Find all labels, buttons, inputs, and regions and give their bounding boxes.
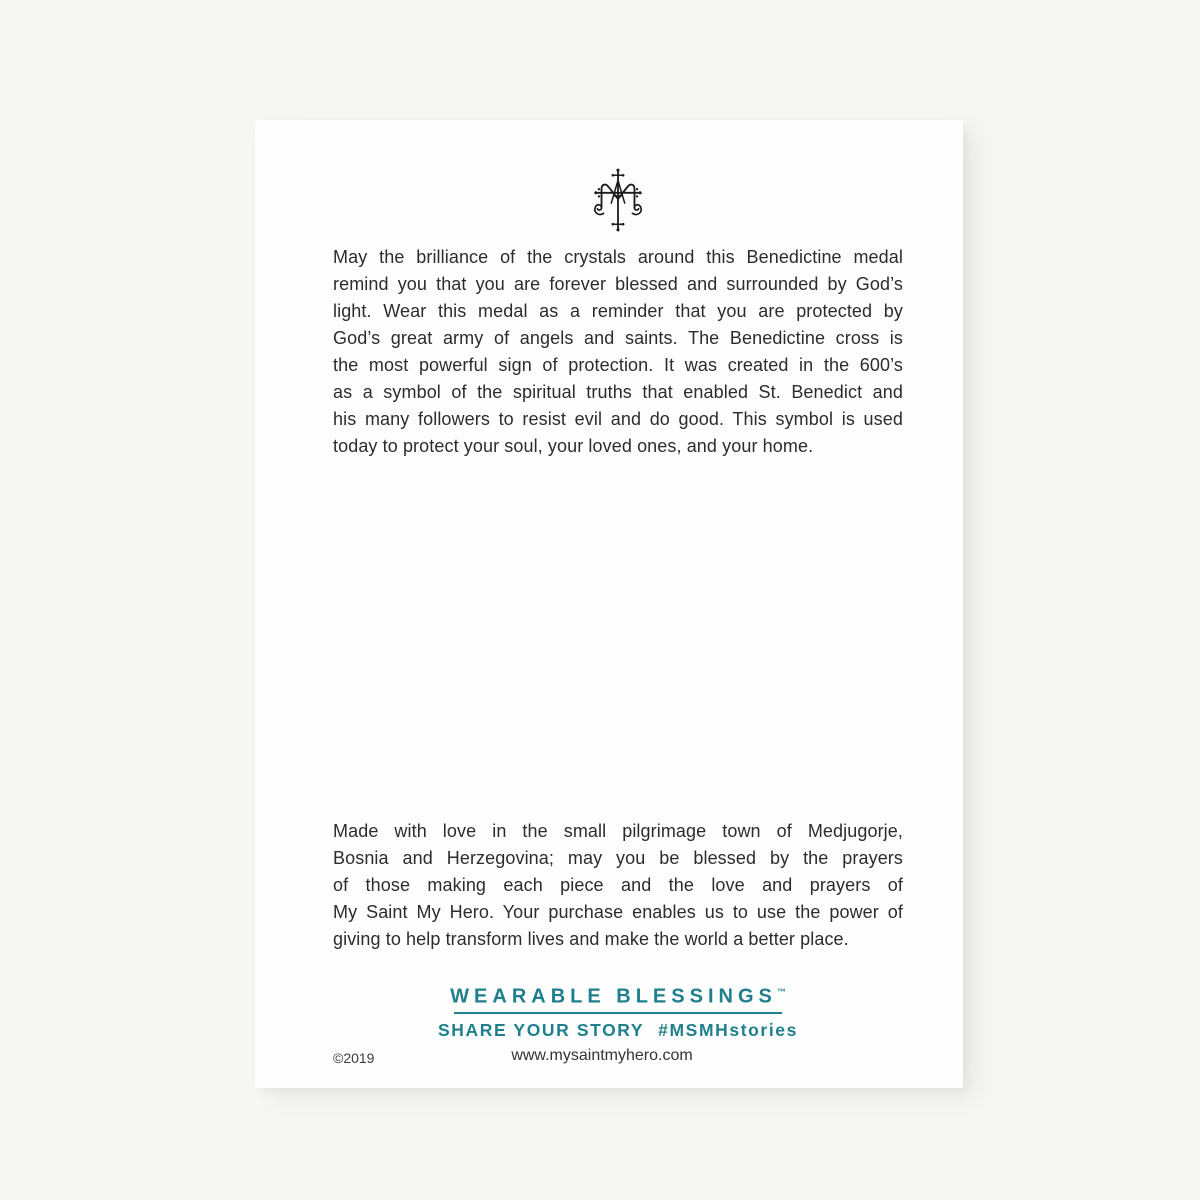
- text-line: My Saint My Hero. Your purchase enables us to use the power of: [333, 902, 903, 922]
- website-url: www.mysaintmyhero.com: [511, 1047, 693, 1064]
- text-line: the most powerful sign of protection. It was created in the 600’s: [333, 355, 903, 375]
- text-line: May the brilliance of the crystals around this Benedictine medal: [333, 247, 903, 267]
- tagline-hashtag: #MSMHstories: [658, 1019, 798, 1040]
- text-line: God’s great army of angels and saints. The Benedictine cross is: [333, 328, 903, 348]
- text-line: today to protect your soul, your loved ones, and your home.: [333, 436, 814, 456]
- text-line: his many followers to resist evil and do good. This symbol is used: [333, 409, 903, 429]
- product-card-back: [255, 120, 963, 1088]
- copyright-text: ©2019: [333, 1050, 375, 1066]
- wearable-blessings-title: [333, 980, 903, 1009]
- text-line: light. Wear this medal as a reminder that you are protected by: [333, 301, 903, 321]
- trademark-symbol: ™: [776, 987, 786, 997]
- text-line: as a symbol of the spiritual truths that enabled St. Benedict and: [333, 382, 903, 402]
- text-line: remind you that you are forever blessed and surrounded by God’s: [333, 274, 903, 294]
- brand-block: [333, 980, 903, 1040]
- marian-monogram-icon: [333, 166, 903, 234]
- tagline-share-your-story: SHARE YOUR STORY: [438, 1019, 645, 1040]
- blessing-paragraph: [333, 244, 903, 460]
- card-content: [333, 120, 903, 1088]
- text-line: giving to help transform lives and make the world a better place.: [333, 929, 849, 949]
- text-line: Bosnia and Herzegovina; may you be blessed by the prayers: [333, 848, 903, 868]
- text-line: Made with love in the small pilgrimage town of Medjugorje,: [333, 821, 903, 841]
- brand-divider: [454, 1012, 782, 1014]
- brand-tagline: [333, 1020, 903, 1040]
- brand-title-text: WEARABLE BLESSINGS: [450, 985, 777, 1008]
- made-with-love-paragraph: [333, 818, 903, 953]
- text-line: of those making each piece and the love and prayers of: [333, 875, 903, 895]
- footer-row: [333, 1046, 903, 1066]
